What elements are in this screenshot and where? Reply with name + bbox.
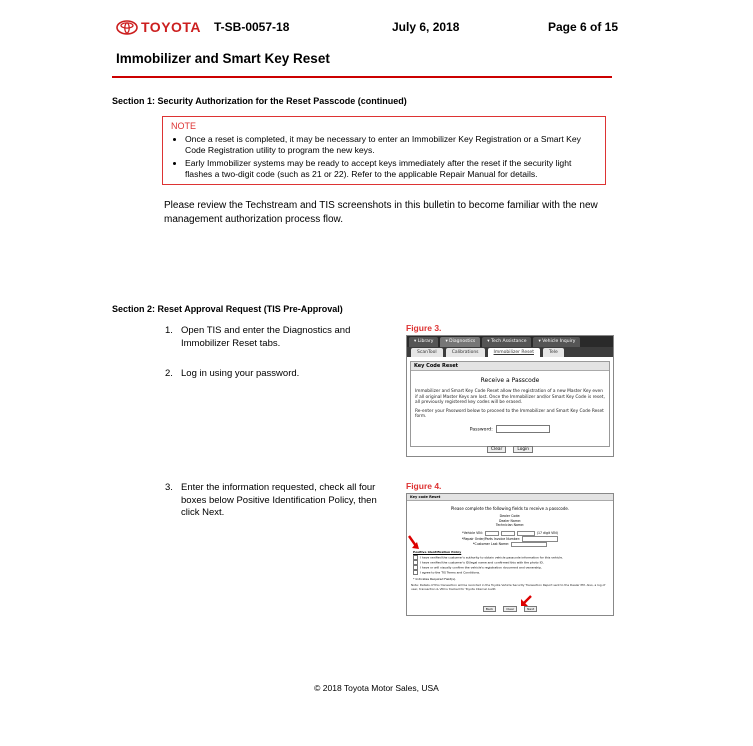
step-3 <box>165 482 380 520</box>
subtab-tele[interactable]: Tele <box>543 348 564 357</box>
password-label: Password: <box>469 427 493 433</box>
panel-description: Immobilizer and Smart Key Code Reset allow the registration of a new Master Key even if all original Master Keys are lost. Once the Immobilizer and/or Smart Key Code is reset, all previously registered key codes will be erased. <box>415 389 605 406</box>
panel-title: Key Code Reset <box>411 362 609 371</box>
policy-title: Positive Identification Policy <box>413 550 462 555</box>
dealer-code-label: Dealer Code: <box>499 514 521 518</box>
tab-tech-assistance[interactable]: ▾ Tech Assistance <box>482 337 531 347</box>
password-row <box>411 425 609 433</box>
vin-label: *Vehicle VIN: <box>462 531 483 536</box>
title-divider <box>112 76 612 78</box>
clear-button[interactable]: Clear <box>487 446 506 453</box>
page-footer: © 2018 Toyota Motor Sales, USA <box>314 683 439 693</box>
note-bullet: • Once a reset is completed, it may be necessary to enter an Immobilizer Key Registration or a Smart Key Code Registration utility to program the new keys. <box>185 134 597 156</box>
customer-name-label: *Customer Last Name: <box>472 542 510 547</box>
figure4-screenshot <box>406 493 614 616</box>
tis-main-tabs <box>407 336 613 347</box>
required-note: * Indicates Required Field(s). <box>413 576 457 581</box>
form-buttons <box>407 595 613 614</box>
next-button[interactable]: Next <box>524 606 537 612</box>
form-heading: Please complete the following fields to receive a passcode. <box>450 506 570 511</box>
panel-instruction: Re-enter your Password below to proceed to the Immobilizer and Smart Key Code Reset form. <box>415 408 604 420</box>
tab-vehicle-inquiry[interactable]: ▾ Vehicle Inquiry <box>533 337 580 347</box>
policy-checkbox[interactable] <box>413 570 418 575</box>
clear-button[interactable]: Clear <box>503 606 517 612</box>
step-text: Log in using your password. <box>181 368 300 379</box>
request-form <box>407 531 613 548</box>
step-2 <box>165 368 380 381</box>
note-bullet: • Early Immobilizer systems may be ready to accept keys immediately after the reset if the security light flashes a two-digit code (such as 21 or 22). Refer to the applicable Repair Manual for details. <box>185 158 597 180</box>
panel-heading: Receive a Passcode <box>480 377 540 384</box>
subtab-immobilizer-reset[interactable]: Immobilizer Reset <box>488 348 540 357</box>
subtab-calibrations[interactable]: Calibrations <box>446 348 485 357</box>
tab-diagnostics[interactable]: ▾ Diagnostics <box>440 337 480 347</box>
page-number: Page 6 of 15 <box>548 20 619 34</box>
toyota-logo <box>116 19 201 35</box>
section1-heading: Section 1: Security Authorization for the Reset Passcode (continued) <box>112 96 407 106</box>
back-button[interactable]: Back <box>483 606 496 612</box>
step-number: 3. <box>165 482 173 493</box>
bulletin-date: July 6, 2018 <box>392 20 460 34</box>
toyota-emblem-icon <box>116 20 138 35</box>
key-code-reset-panel <box>410 361 610 452</box>
policy-list <box>413 555 613 582</box>
note-label: NOTE <box>171 121 197 131</box>
figure4-label: Figure 4. <box>406 481 442 491</box>
policy-item: I agree to the TIS Terms and Conditions. <box>413 570 613 575</box>
section2-heading: Section 2: Reset Approval Request (TIS Pre-Approval) <box>112 304 343 314</box>
vin-input-1[interactable] <box>485 531 499 537</box>
customer-name-row <box>407 542 613 548</box>
audit-note: Note: Details of this transaction will be recorded in the Toyota Vehicle Security Transaction Report sent to the Dealer PM. Also, a log of user, transaction & VIN is tracked for Toyota Internal Audit. <box>411 583 606 592</box>
step-number: 2. <box>165 368 173 379</box>
note-list <box>171 134 597 180</box>
step-number: 1. <box>165 325 173 336</box>
step-text: Enter the information requested, check all four boxes below Positive Identification Policy, then click Next. <box>181 482 377 518</box>
dealer-name-label: Dealer Name: <box>498 518 522 523</box>
bulletin-id: T-SB-0057-18 <box>214 20 290 34</box>
note-box <box>162 116 606 185</box>
customer-name-input[interactable] <box>511 542 547 548</box>
vin-input-2[interactable] <box>501 531 515 537</box>
step-text: Open TIS and enter the Diagnostics and Immobilizer Reset tabs. <box>181 325 351 349</box>
arrow-to-next-icon <box>519 594 533 608</box>
repair-order-label: *Repair Order/Parts Invoice Number: <box>461 536 521 541</box>
vin-hint: (17 digit VIN) <box>536 531 558 536</box>
tab-library[interactable]: ▾ Library <box>409 337 438 347</box>
review-paragraph: Please review the Techstream and TIS screenshots in this bulletin to become familiar with the new management authorization process flow. <box>164 200 598 225</box>
policy-item: I have verified the customer's authority to obtain vehicle passcode information for this vehicle. <box>413 555 613 560</box>
login-buttons <box>411 435 609 454</box>
figure3-label: Figure 3. <box>406 323 442 333</box>
login-button[interactable]: Login <box>513 446 533 453</box>
policy-item: I have or will visually confirm the vehicle's registration document and ownership. <box>413 565 613 570</box>
password-input[interactable] <box>496 425 550 433</box>
figure3-screenshot <box>406 335 614 457</box>
step-1 <box>165 325 380 350</box>
brand-name: TOYOTA <box>141 19 202 35</box>
policy-item: I have verified the customer's ID/legal name and confirmed this with the photo ID. <box>413 560 613 565</box>
subtab-scantool[interactable]: ScanTool <box>411 348 443 357</box>
technician-name-label: Technician Name: <box>495 523 525 528</box>
dealer-info <box>407 514 613 528</box>
panel-title: Key code Reset <box>407 494 613 501</box>
arrow-to-checkboxes-icon <box>407 534 421 552</box>
page-title: Immobilizer and Smart Key Reset <box>116 51 330 66</box>
tis-sub-tabs <box>407 347 613 357</box>
